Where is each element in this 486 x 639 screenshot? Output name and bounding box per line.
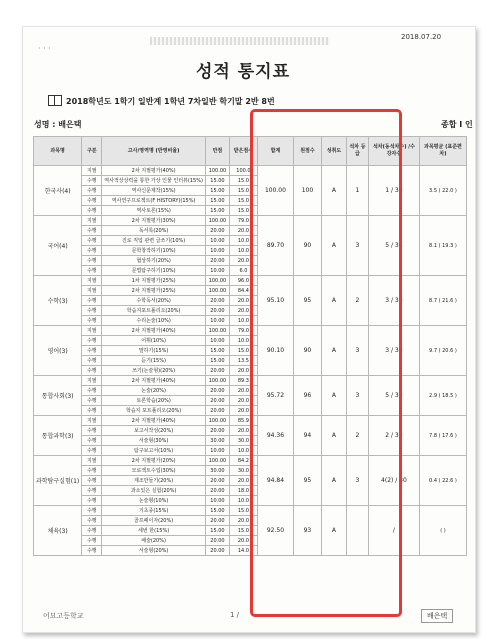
subject-grade: 2 — [346, 276, 368, 326]
subject-rank: / — [368, 506, 419, 556]
subject-name: 수학(3) — [34, 276, 82, 326]
row-kind: 수행 — [82, 336, 102, 346]
subject-total: 90.10 — [257, 326, 293, 376]
subject-rank: 5 / 34 — [368, 216, 419, 276]
subject-total: 94.84 — [257, 456, 293, 506]
subject-avg: 7.8 ( 17.6 ) — [419, 416, 466, 456]
print-date: 2018.07.20 — [401, 33, 442, 41]
row-full: 100.00 — [205, 376, 229, 386]
header-avg: 과목평균 (표준편차) — [419, 137, 466, 166]
row-full: 15.00 — [205, 186, 229, 196]
subject-avg: 3.5 ( 22.0 ) — [419, 166, 466, 216]
corner-mark: · · · — [38, 44, 51, 53]
row-raw: 14.0 — [229, 546, 257, 556]
row-raw: 20.0 — [229, 386, 257, 396]
row-item: 수학독서(20%) — [102, 296, 206, 306]
row-item: 말하기(15%) — [102, 346, 206, 356]
row-full: 20.00 — [205, 226, 229, 236]
row-item: 2차 지필평가(20%) — [102, 456, 206, 466]
row-full: 10.00 — [205, 496, 229, 506]
subject-orig: 96 — [293, 376, 321, 416]
row-kind: 수행 — [82, 396, 102, 406]
row-item: 역사토론(15%) — [102, 206, 206, 216]
row-kind: 수행 — [82, 186, 102, 196]
row-item: 2차 지필평가(30%) — [102, 216, 206, 226]
row-full: 20.00 — [205, 296, 229, 306]
row-full: 20.00 — [205, 426, 229, 436]
row-raw: 6.0 — [229, 266, 257, 276]
row-raw: 15.0 — [229, 206, 257, 216]
student-extra: 종합 I 인 — [441, 120, 473, 129]
subject-total: 95.10 — [257, 276, 293, 326]
row-kind: 수행 — [82, 196, 102, 206]
subject-avg: ( ) — [419, 506, 466, 556]
row-raw: 15.0 — [229, 176, 257, 186]
row-raw: 89.3 — [229, 376, 257, 386]
header-rank: 석차(동석차수) /수강자수 — [368, 137, 419, 166]
row-full: 30.00 — [205, 466, 229, 476]
row-raw: 30.0 — [229, 466, 257, 476]
row-kind: 수행 — [82, 506, 102, 516]
row-full: 20.00 — [205, 406, 229, 416]
student-label: 성명 : — [34, 120, 56, 129]
row-kind: 수행 — [82, 366, 102, 376]
row-kind: 수행 — [82, 206, 102, 216]
row-item: 역사적상상력을 통한 가상 인물 인터뷰(15%) — [102, 176, 206, 186]
row-full: 100.00 — [205, 286, 229, 296]
row-item: 독서록(20%) — [102, 226, 206, 236]
header-item: 고사/영역명 (반영비율) — [102, 137, 206, 166]
row-kind: 수행 — [82, 446, 102, 456]
header-orig: 원점수 — [293, 137, 321, 166]
row-full: 20.00 — [205, 476, 229, 486]
row-item: 논술(20%) — [102, 386, 206, 396]
row-raw: 20.0 — [229, 396, 257, 406]
row-item: 문학창작하기(10%) — [102, 246, 206, 256]
row-raw: 10.0 — [229, 316, 257, 326]
row-kind: 지필 — [82, 276, 102, 286]
row-raw: 84.2 — [229, 456, 257, 466]
row-kind: 수행 — [82, 306, 102, 316]
row-item: 2차 지필평가(25%) — [102, 286, 206, 296]
row-item: 듣기(15%) — [102, 356, 206, 366]
row-item: 어휘(10%) — [102, 336, 206, 346]
header-area: 과목명 — [34, 137, 82, 166]
row-item: 탐구보고서(10%) — [102, 446, 206, 456]
row-raw: 10.0 — [229, 236, 257, 246]
row-full: 20.00 — [205, 396, 229, 406]
row-full: 100.00 — [205, 416, 229, 426]
row-kind: 수행 — [82, 466, 102, 476]
row-raw: 96.0 — [229, 276, 257, 286]
subject-total: 89.70 — [257, 216, 293, 276]
row-item: 서술형(30%) — [102, 436, 206, 446]
row-full: 15.00 — [205, 506, 229, 516]
row-raw: 20.0 — [229, 296, 257, 306]
row-kind: 지필 — [82, 216, 102, 226]
subject-name: 체육(3) — [34, 506, 82, 556]
row-kind: 수행 — [82, 176, 102, 186]
row-item: 1차 지필평가(25%) — [102, 276, 206, 286]
subject-achieve: A — [321, 326, 346, 376]
row-item: 역사연구프로젝트(F HISTORY)(15%) — [102, 196, 206, 206]
row-raw: 18.0 — [229, 486, 257, 496]
subject-name: 과학탐구실험(1) — [34, 456, 82, 506]
row-item: 2차 지필평가(40%) — [102, 416, 206, 426]
row-item: 보고서작성(20%) — [102, 426, 206, 436]
row-raw: 20.0 — [229, 476, 257, 486]
row-item: 제조만들기(20%) — [102, 476, 206, 486]
subject-achieve: A — [321, 416, 346, 456]
row-item: 문법탐구하기(10%) — [102, 266, 206, 276]
student-name-value: 배은택 — [58, 120, 82, 129]
row-raw: 10.0 — [229, 246, 257, 256]
row-kind: 수행 — [82, 426, 102, 436]
row-item: 학습지포트폴리오(20%) — [102, 306, 206, 316]
subject-orig: 95 — [293, 276, 321, 326]
row-item: 논술형(10%) — [102, 496, 206, 506]
row-item: 기초종(15%) — [102, 506, 206, 516]
subject-total: 94.36 — [257, 416, 293, 456]
row-item: 협상하기(20%) — [102, 256, 206, 266]
subject-grade: 3 — [346, 376, 368, 416]
row-item: 학습지 포트폴리오(20%) — [102, 406, 206, 416]
row-full: 100.00 — [205, 326, 229, 336]
row-item: 과소있은 실험(20%) — [102, 486, 206, 496]
row-raw: 20.0 — [229, 406, 257, 416]
subject-grade: 3 — [346, 216, 368, 276]
subject-grade: 2 — [346, 416, 368, 456]
highlight-box — [250, 109, 402, 617]
row-kind: 지필 — [82, 416, 102, 426]
row-raw: 15.0 — [229, 186, 257, 196]
subject-achieve: A — [321, 456, 346, 506]
row-full: 10.00 — [205, 316, 229, 326]
school-banner — [150, 37, 330, 45]
term-info — [48, 95, 275, 107]
row-kind: 수행 — [82, 526, 102, 536]
row-full: 15.00 — [205, 346, 229, 356]
row-kind: 지필 — [82, 286, 102, 296]
subject-orig: 95 — [293, 456, 321, 506]
row-raw: 100.0 — [229, 166, 257, 176]
subject-grade: 3 — [346, 456, 368, 506]
row-raw: 20.0 — [229, 536, 257, 546]
row-full: 20.00 — [205, 516, 229, 526]
row-raw: 15.0 — [229, 346, 257, 356]
subject-name: 통합사회(3) — [34, 376, 82, 416]
subject-total: 100.00 — [257, 166, 293, 216]
subject-achieve: A — [321, 276, 346, 326]
row-item: 역사신문제작(15%) — [102, 186, 206, 196]
row-kind: 수행 — [82, 296, 102, 306]
page-title: 성적 통지표 — [195, 62, 291, 82]
row-raw: 30.0 — [229, 436, 257, 446]
row-raw: 10.0 — [229, 336, 257, 346]
row-kind: 수행 — [82, 356, 102, 366]
subject-achieve: A — [321, 216, 346, 276]
row-kind: 수행 — [82, 346, 102, 356]
row-kind: 수행 — [82, 316, 102, 326]
subject-avg: 8.7 ( 21.6 ) — [419, 276, 466, 326]
row-item: 서술형(20%) — [102, 546, 206, 556]
header-rank-grade: 석차 등급 — [346, 137, 368, 166]
subject-orig: 93 — [293, 506, 321, 556]
row-raw: 84.4 — [229, 286, 257, 296]
book-icon — [48, 95, 62, 106]
subject-orig: 90 — [293, 326, 321, 376]
row-kind: 지필 — [82, 376, 102, 386]
row-kind: 수행 — [82, 486, 102, 496]
term-info-text: 2018학년도 1학기 일반계 1학년 7차일반 학기말 2반 8번 — [66, 97, 275, 106]
row-item: 2차 지필평가(40%) — [102, 376, 206, 386]
row-kind: 수행 — [82, 546, 102, 556]
row-item: 진로 직업 관련 글쓰기(10%) — [102, 236, 206, 246]
row-kind: 지필 — [82, 166, 102, 176]
subject-name: 국어(4) — [34, 216, 82, 276]
row-raw: 20.0 — [229, 366, 257, 376]
page-number: 1 / — [230, 611, 240, 619]
row-kind: 수행 — [82, 256, 102, 266]
row-raw: 13.5 — [229, 356, 257, 366]
row-raw: 10.0 — [229, 496, 257, 506]
subject-rank: 3 / 30 — [368, 276, 419, 326]
school-name: 어묘고등학교 — [43, 612, 84, 620]
subject-name: 한국사(4) — [34, 166, 82, 216]
subject-orig: 90 — [293, 216, 321, 276]
header-kind: 구분 — [82, 137, 102, 166]
row-full: 10.00 — [205, 246, 229, 256]
subject-grade: 1 — [346, 166, 368, 216]
row-item: 모로젝트수업(30%) — [102, 466, 206, 476]
row-item: 쓰기(논술형)(20%) — [102, 366, 206, 376]
header-total: 합계 — [257, 137, 293, 166]
row-item: 배술(20%) — [102, 536, 206, 546]
subject-name: 영어(3) — [34, 326, 82, 376]
subject-grade: 3 — [346, 326, 368, 376]
row-full: 20.00 — [205, 486, 229, 496]
subject-total: 92.50 — [257, 506, 293, 556]
subject-avg: 8.1 ( 19.3 ) — [419, 216, 466, 276]
row-kind: 수행 — [82, 236, 102, 246]
subject-avg: 2.9 ( 18.5 ) — [419, 376, 466, 416]
subject-achieve: A — [321, 166, 346, 216]
row-full: 20.00 — [205, 546, 229, 556]
name-stamp: 배은택 — [421, 609, 453, 623]
row-item: 수리논술(10%) — [102, 316, 206, 326]
row-full: 100.00 — [205, 276, 229, 286]
row-full: 20.00 — [205, 306, 229, 316]
row-item: 토론학습(20%) — [102, 396, 206, 406]
subject-name: 통합과학(3) — [34, 416, 82, 456]
row-full: 100.00 — [205, 166, 229, 176]
subject-avg: 0.4 ( 22.6 ) — [419, 456, 466, 506]
subject-rank: 4(2) / 30 — [368, 456, 419, 506]
row-full: 15.00 — [205, 176, 229, 186]
student-name — [34, 119, 81, 130]
row-full: 20.00 — [205, 536, 229, 546]
row-kind: 지필 — [82, 326, 102, 336]
row-raw: 15.0 — [229, 196, 257, 206]
row-raw: 20.0 — [229, 306, 257, 316]
row-full: 100.00 — [205, 216, 229, 226]
row-kind: 수행 — [82, 226, 102, 236]
subject-achieve: A — [321, 506, 346, 556]
header-achieve: 성취도 — [321, 137, 346, 166]
row-full: 15.00 — [205, 356, 229, 366]
subject-rank: 5 / 30 — [368, 376, 419, 416]
row-kind: 수행 — [82, 266, 102, 276]
row-kind: 수행 — [82, 536, 102, 546]
row-kind: 수행 — [82, 496, 102, 506]
row-full: 10.00 — [205, 236, 229, 246]
row-raw: 10.0 — [229, 446, 257, 456]
subject-orig: 100 — [293, 166, 321, 216]
row-raw: 15.0 — [229, 526, 257, 536]
row-full: 10.00 — [205, 336, 229, 346]
row-raw: 20.0 — [229, 226, 257, 236]
row-full: 15.00 — [205, 206, 229, 216]
subject-total: 95.72 — [257, 376, 293, 416]
row-item: 골프패이자(20%) — [102, 516, 206, 526]
subject-rank: 1 / 30 — [368, 166, 419, 216]
row-raw: 20.0 — [229, 256, 257, 266]
row-full: 20.00 — [205, 386, 229, 396]
row-kind: 수행 — [82, 516, 102, 526]
subject-rank: 3 / 30 — [368, 326, 419, 376]
subject-rank: 2 / 30 — [368, 416, 419, 456]
row-raw: 79.0 — [229, 216, 257, 226]
row-full: 30.00 — [205, 436, 229, 446]
header-full: 만점 — [205, 137, 229, 166]
row-full: 15.00 — [205, 526, 229, 536]
row-kind: 수행 — [82, 436, 102, 446]
row-kind: 수행 — [82, 406, 102, 416]
row-raw: 20.0 — [229, 426, 257, 436]
subject-achieve: A — [321, 376, 346, 416]
row-full: 10.00 — [205, 266, 229, 276]
subject-orig: 94 — [293, 416, 321, 456]
row-raw: 15.0 — [229, 506, 257, 516]
row-full: 10.00 — [205, 446, 229, 456]
subject-avg: 9.7 ( 20.6 ) — [419, 326, 466, 376]
row-kind: 수행 — [82, 386, 102, 396]
row-raw: 85.9 — [229, 416, 257, 426]
row-full: 20.00 — [205, 256, 229, 266]
row-kind: 수행 — [82, 246, 102, 256]
row-kind: 수행 — [82, 476, 102, 486]
row-raw: 79.0 — [229, 326, 257, 336]
row-full: 100.00 — [205, 456, 229, 466]
row-kind: 지필 — [82, 456, 102, 466]
row-full: 20.00 — [205, 366, 229, 376]
row-item: 2차 지필평가(40%) — [102, 166, 206, 176]
row-full: 15.00 — [205, 196, 229, 206]
row-item: 세번 한(15%) — [102, 526, 206, 536]
header-raw: 받은점수 — [229, 137, 257, 166]
row-item: 2차 지필평가(40%) — [102, 326, 206, 336]
row-raw: 20.0 — [229, 516, 257, 526]
